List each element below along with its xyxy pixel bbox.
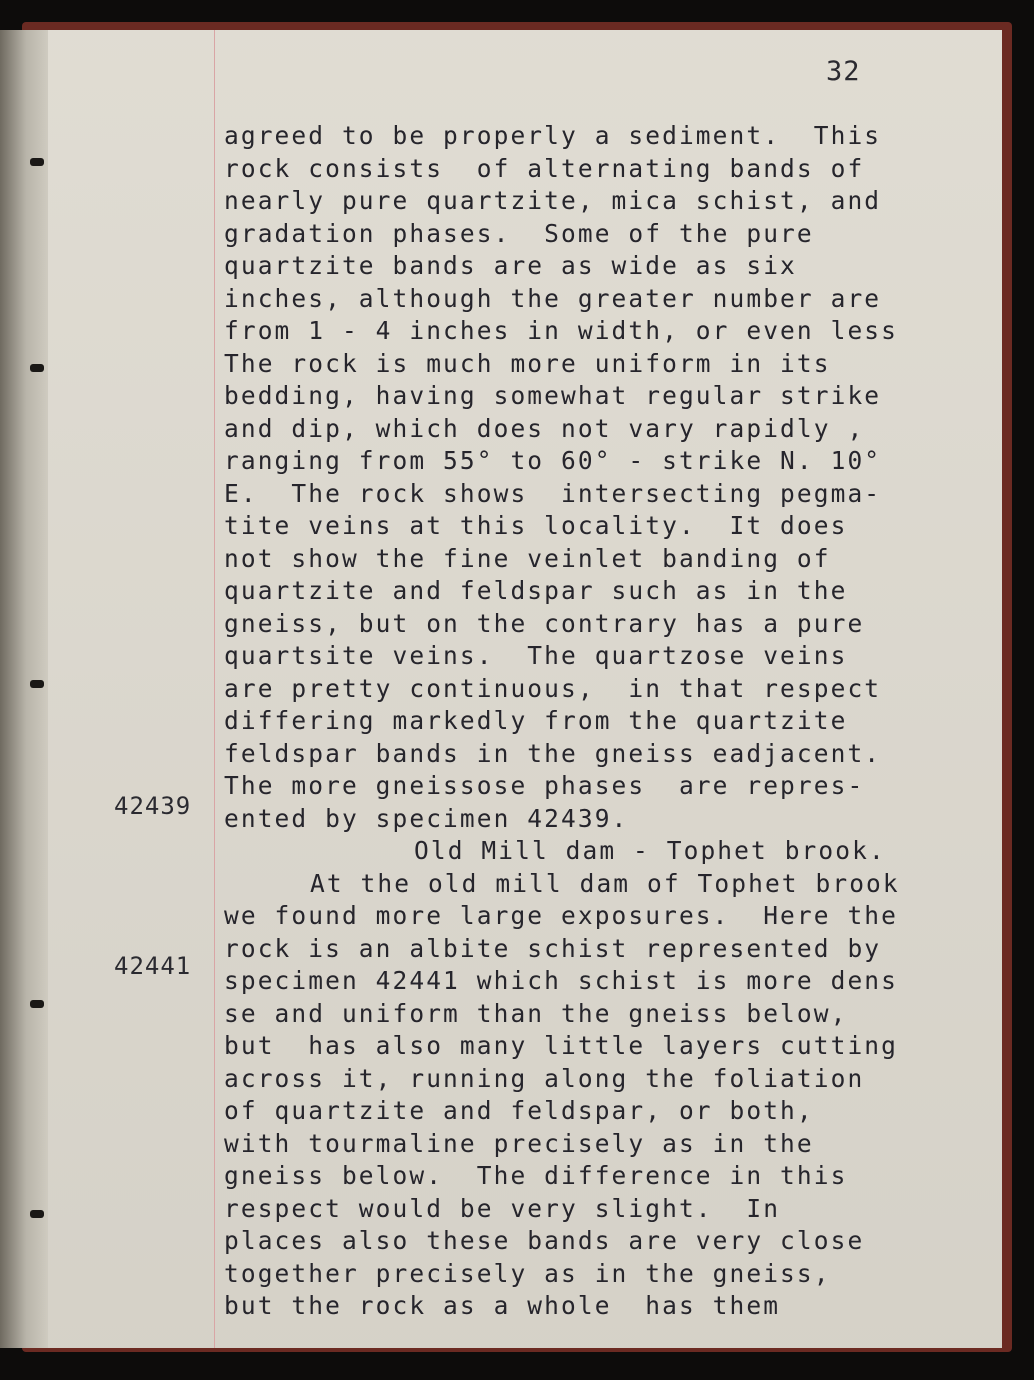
margin-specimen-number: 42439: [114, 792, 192, 820]
text-line: quartzite bands are as wide as six: [224, 251, 797, 280]
binding-hole: [30, 1210, 44, 1218]
text-line: but the rock as a whole has them: [224, 1291, 781, 1320]
text-line: of quartzite and feldspar, or both,: [224, 1096, 814, 1125]
text-line: ented by specimen 42439.: [224, 803, 629, 833]
text-line: rock is an albite schist represented by: [224, 933, 882, 963]
text-line: se and uniform than the gneiss below,: [224, 998, 848, 1028]
margin-rule: [214, 30, 215, 1348]
text-line: At the old mill dam of Tophet brook: [310, 868, 900, 898]
text-line: rock consists of alternating bands of: [224, 153, 865, 183]
text-line: differing markedly from the quartzite: [224, 706, 848, 735]
text-line: gneiss below. The difference in this: [224, 1161, 848, 1190]
text-line: agreed to be properly a sediment. This: [224, 121, 882, 150]
text-line: not show the fine veinlet banding of: [224, 543, 831, 573]
text-line: from 1 - 4 inches in width, or even less: [224, 316, 899, 345]
text-line: together precisely as in the gneiss,: [224, 1258, 831, 1288]
text-line: gradation phases. Some of the pure: [224, 218, 814, 248]
text-line: feldspar bands in the gneiss eadjacent.: [224, 738, 882, 768]
section-heading: Old Mill dam - Tophet brook.: [414, 836, 886, 865]
text-line: are pretty continuous, in that respect: [224, 673, 882, 703]
text-line: gneiss, but on the contrary has a pure: [224, 608, 865, 638]
page-number: 32: [826, 56, 861, 87]
text-line: tite veins at this locality. It does: [224, 511, 848, 540]
binding-hole: [30, 680, 44, 688]
text-line: quartzite and feldspar such as in the: [224, 576, 848, 605]
text-line: nearly pure quartzite, mica schist, and: [224, 186, 882, 215]
text-line: specimen 42441 which schist is more dens: [224, 966, 899, 995]
binding-hole: [30, 1000, 44, 1008]
previous-page-edge: [0, 30, 49, 1348]
text-line: but has also many little layers cutting: [224, 1031, 899, 1060]
text-line: across it, running along the foliation: [224, 1063, 865, 1093]
text-line: The rock is much more uniform in its: [224, 348, 831, 378]
typed-text-body: [224, 120, 994, 1323]
text-line: E. The rock shows intersecting pegma-: [224, 478, 882, 508]
text-line: quartsite veins. The quartzose veins: [224, 641, 848, 670]
text-line: respect would be very slight. In: [224, 1193, 781, 1223]
text-line: places also these bands are very close: [224, 1226, 865, 1255]
margin-specimen-number: 42441: [114, 952, 192, 980]
text-line: The more gneissose phases are repres-: [224, 771, 865, 800]
text-line: and dip, which does not vary rapidly ,: [224, 413, 865, 443]
text-line: ranging from 55° to 60° - strike N. 10°: [224, 446, 882, 475]
binding-hole: [30, 364, 44, 372]
text-line: inches, although the greater number are: [224, 283, 882, 313]
text-line: bedding, having somewhat regular strike: [224, 381, 882, 410]
text-line: we found more large exposures. Here the: [224, 901, 899, 930]
text-line: with tourmaline precisely as in the: [224, 1128, 814, 1158]
binding-hole: [30, 158, 44, 166]
